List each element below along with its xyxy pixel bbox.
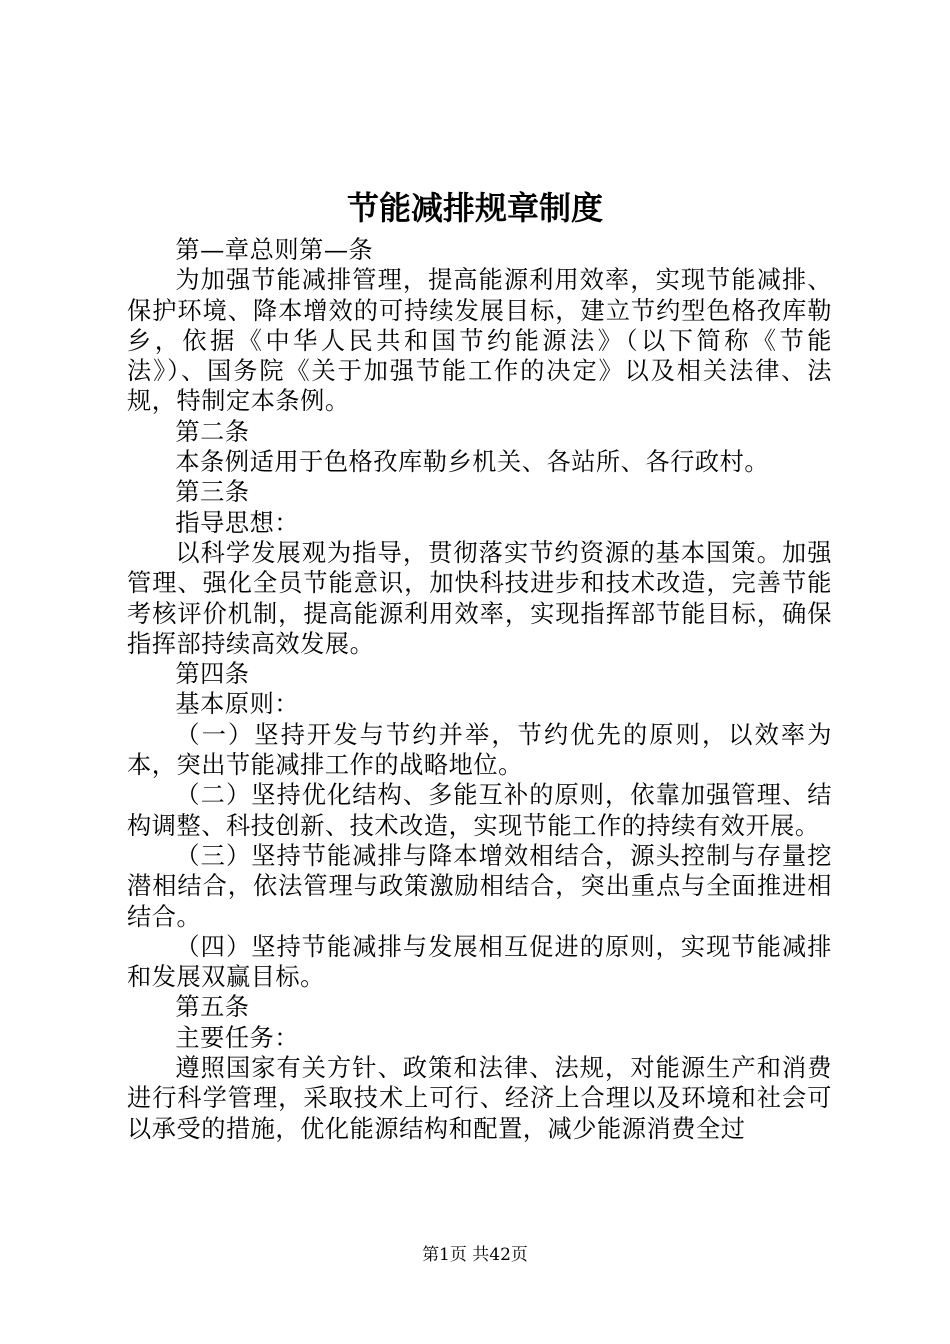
article-2-text: 本条例适用于色格孜库勒乡机关、各站所、各行政村。	[175, 448, 770, 477]
article-2-heading: 第二条	[175, 417, 250, 446]
article-3-text: 以科学发展观为指导，贯彻落实节约资源的基本国策。加强管理、强化全员节能意识，加快科技进步和技术改造，完善节能考核评价机制，提高能源利用效率，实现指挥部节能目标，确保指挥部持续高效发展。	[127, 538, 832, 658]
principle-4: （四）坚持节能减排与发展相互促进的原则，实现节能减排和发展双赢目标。	[127, 932, 832, 992]
article-4-subheading: 基本原则：	[175, 690, 300, 719]
article-5-heading: 第五条	[175, 993, 250, 1022]
principle-3: （三）坚持节能减排与降本增效相结合，源头控制与存量挖潜相结合，依法管理与政策激励相结合，突出重点与全面推进相结合。	[127, 841, 832, 931]
article-3-subheading: 指导思想：	[175, 508, 300, 537]
chapter-heading: 第—章总则第—条	[175, 236, 374, 264]
article-4-heading: 第四条	[175, 660, 250, 689]
document-body	[127, 235, 832, 1144]
article-5-subheading: 主要任务：	[175, 1023, 300, 1052]
page-number: 第1页 共42页	[422, 1245, 528, 1265]
principle-1: （一）坚持开发与节约并举，节约优先的原则，以效率为本，突出节能减排工作的战略地位。	[127, 720, 832, 780]
article-3-heading: 第三条	[175, 478, 250, 507]
article-5-text: 遵照国家有关方针、政策和法律、法规，对能源生产和消费进行科学管理，采取技术上可行、经济上合理以及环境和社会可以承受的措施，优化能源结构和配置，减少能源消费全过	[127, 1054, 832, 1143]
article-1-text: 为加强节能减排管理，提高能源利用效率，实现节能减排、保护环境、降本增效的可持续发展目标，建立节约型色格孜库勒乡，依据《中华人民共和国节约能源法》（以下简称《节能法》）、国务院《关于加强节能工作的决定》以及相关法律、法规，特制定本条例。	[127, 266, 832, 416]
principle-2: （二）坚持优化结构、多能互补的原则，依靠加强管理、结构调整、科技创新、技术改造，实现节能工作的持续有效开展。	[127, 781, 832, 840]
document-title: 节能减排规章制度	[346, 189, 603, 227]
